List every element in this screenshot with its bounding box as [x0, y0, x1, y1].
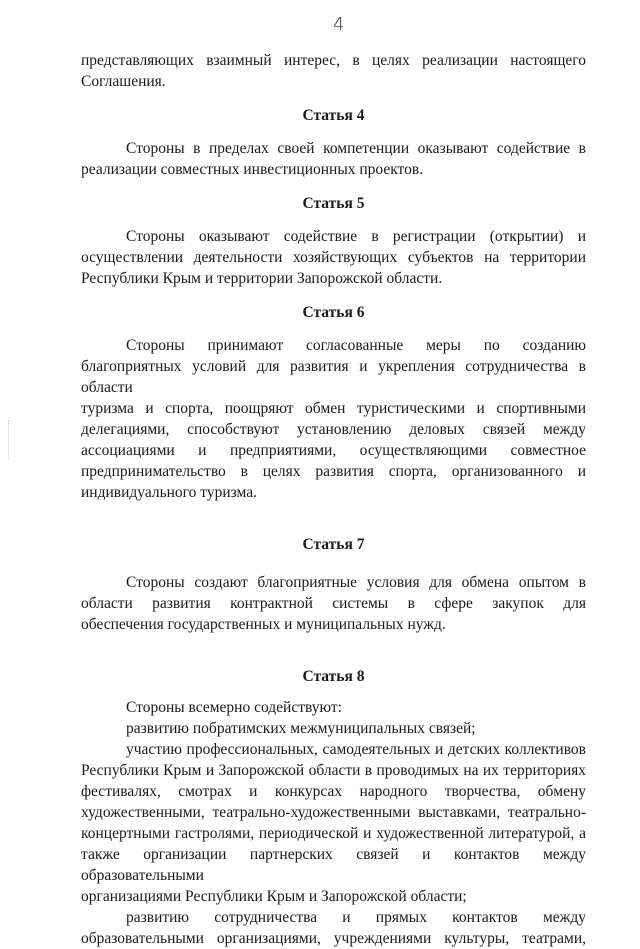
text-line: туризма и спорта, поощряют обмен туристическими и спортивными [81, 400, 586, 417]
article-4-heading: Статья 4 [302, 107, 365, 124]
text-line: участию профессиональных, самодеятельных и детских коллективов [126, 741, 586, 758]
text-line: обеспечения государственных и муниципальных нужд. [81, 616, 446, 633]
text-line: развитию побратимских межмуниципальных связей; [126, 720, 476, 737]
text-line: предпринимательство в целях развития спорта, организованного и [81, 463, 586, 480]
text-line: художественными, театрально-художественными выставками, театрально- [81, 804, 586, 821]
text-line: организациями Республики Крым и Запорожской области; [81, 888, 467, 905]
text-line: осуществлении деятельности хозяйствующих субъектов на территории [81, 249, 586, 266]
text-line: делегациями, способствуют установлению деловых связей между [81, 421, 586, 438]
text-line: Стороны в пределах своей компетенции оказывают содействие в [126, 140, 586, 157]
document-body [81, 50, 586, 949]
text-line: образовательными организациями, учреждениями культуры, театрами, [81, 930, 586, 947]
text-line: ассоциациями и предприятиями, осуществляющими совместное [81, 442, 586, 459]
text-line: также организации партнерских связей и контактов между образовательными [81, 846, 586, 884]
article-8-heading: Статья 8 [302, 668, 365, 685]
text-line: индивидуального туризма. [81, 484, 258, 501]
article-7-heading: Статья 7 [302, 536, 365, 553]
article-4-paragraph [81, 138, 586, 180]
intro-paragraph [81, 50, 586, 92]
article-5-heading: Статья 5 [302, 195, 365, 212]
page-number: 4 [333, 14, 345, 35]
text-line: Стороны всемерно содействуют: [126, 699, 342, 716]
article-7-paragraph [81, 572, 586, 635]
text-line: концертными гастролями, периодической и художественной литературой, а [81, 825, 586, 842]
text-line: благоприятных условий для развития и укрепления сотрудничества в области [81, 358, 586, 396]
text-line: Стороны принимают согласованные меры по созданию [126, 337, 586, 354]
article-8-paragraph [81, 697, 586, 949]
article-5-paragraph [81, 226, 586, 289]
text-line: Стороны оказывают содействие в регистрации (открытии) и [126, 228, 586, 245]
article-6-heading: Статья 6 [302, 304, 365, 321]
text-line: фестивалях, смотрах и конкурсах народного творчества, обмену [81, 783, 586, 800]
scan-margin-mark [8, 420, 11, 460]
text-line: Соглашения. [81, 73, 166, 90]
text-line: области развития контрактной системы в сфере закупок для [81, 595, 586, 612]
article-6-paragraph [81, 335, 586, 503]
text-line: Республики Крым и Запорожской области в проводимых на их территориях [81, 762, 586, 779]
text-line: Стороны создают благоприятные условия для обмена опытом в [126, 574, 586, 591]
text-line: Республики Крым и территории Запорожской области. [81, 270, 443, 287]
text-line: реализации совместных инвестиционных проектов. [81, 161, 424, 178]
text-line: развитию сотрудничества и прямых контактов между [126, 909, 586, 926]
text-line: представляющих взаимный интерес, в целях реализации настоящего [81, 52, 586, 69]
